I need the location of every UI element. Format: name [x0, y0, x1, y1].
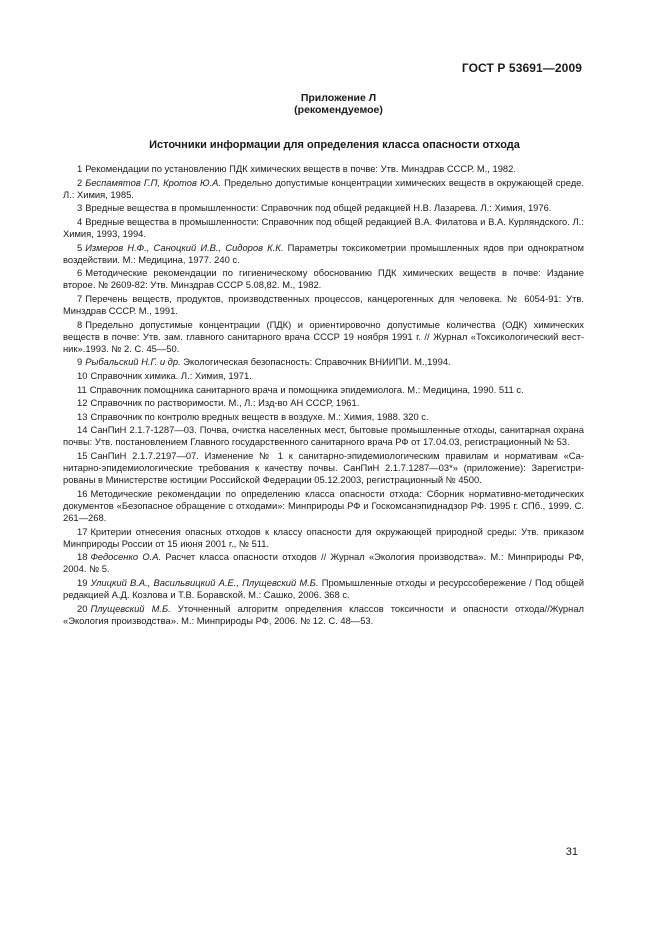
reference-number: 13 — [77, 410, 88, 422]
reference-number: 14 — [77, 424, 88, 436]
reference-number: 12 — [77, 397, 88, 409]
reference-text: Методические рекомендации по гигиеническому обоснованию ПДК химических веществ в почве: Издание второе. № 2609-82: Утв. Минздрав СССР 5.08,82. М., 1982. — [63, 267, 584, 291]
reference-number: 5 — [77, 241, 83, 253]
reference-item — [63, 424, 584, 448]
reference-number: 19 — [77, 577, 88, 588]
page-number: 31 — [565, 846, 578, 858]
reference-item — [63, 202, 584, 214]
reference-number: 17 — [77, 525, 88, 537]
reference-text: Экологическая безопасность: Справочник ВНИИПИ. М.,1994. — [183, 356, 451, 368]
reference-text: Справочник по растворимости. М., Л.: Изд-во АН СССР, 1961. — [90, 397, 360, 409]
reference-text: Вредные вещества в промышленности: Справочник под общей редакцией В.А. Филатова и В.А. Курляндского. Л.: Химия, 1993, 1994. — [63, 215, 584, 239]
reference-text: СанПиН 2.1.7-1287—03. Почва, очистка населенных мест, бытовые промышленные отходы, санитарная охрана почвы: Утв. постановлением Главного государственного санитарного врача РФ от 17.04.03, регистрационный № 53. — [63, 424, 584, 448]
reference-text: Вредные вещества в промышленности: Справочник под общей редакцией Н.В. Лазарева. Л.: Химия, 1976. — [85, 202, 552, 214]
reference-text: Справочник по контролю вредных веществ в воздухе. М.: Химия, 1988. 320 с. — [90, 410, 429, 422]
reference-item — [63, 526, 584, 550]
reference-authors: Улицкий В.А., Васильвицкий А.Е., Плущевский М.Б. — [90, 577, 319, 588]
reference-number: 11 — [77, 383, 87, 395]
reference-text: Перечень веществ, продуктов, производственных процессов, канцерогенных для человека. № 6054-91: Утв. Минздрав СССР. М., 1991. — [63, 292, 584, 317]
reference-text: Справочник помощника санитарного врача и помощника эпидемиолога. М.: Медицина, 1990. 511 с. — [89, 383, 524, 395]
reference-text: Методические рекомендации по определению класса опасности отхода: Сборник нормативно-методических документов «Безопасное обращение с отходами»: Минприроды РФ и Госкомсанэпиднадзор РФ. 1995 г. СПб., 1999. С. 261—268. — [63, 487, 584, 524]
reference-text: Промышленные отходы и ресурссобережение / Под общей редакцией А.Д. Козлова и Т.В. Боравской. М.: Сашко, 2006. 368 с. — [63, 577, 584, 601]
reference-number: 7 — [77, 292, 83, 304]
section-title: Источники информации для определения класса опасности отхода — [149, 139, 520, 151]
reference-item — [63, 293, 584, 317]
reference-number: 6 — [77, 267, 83, 279]
appendix-title: Приложение Л — [300, 92, 377, 104]
reference-item — [63, 267, 584, 291]
reference-item — [63, 411, 584, 423]
reference-item — [63, 603, 584, 627]
reference-text: Рекомендации по установлению ПДК химических веществ в почве: Утв. Минздрав СССР. М., 1982. — [85, 163, 516, 174]
reference-item — [63, 163, 584, 175]
reference-text: Параметры токсикометрии промышленных ядов при однократном воздействии. М.: Медицина, 1977. 240 с. — [63, 241, 584, 265]
reference-item — [63, 177, 584, 201]
reference-number: 1 — [77, 163, 83, 174]
reference-list — [63, 163, 584, 628]
reference-text: Предельно допустимые концентрации (ПДК) и ориентировочно допустимые количества (ОДК) химических веществ в почве: Утв. зам. главного санитарного врача СССР 19 ноября 1991 г. // Журнал «Токсикологический вестник».1993. № 2. С. 45—50. — [63, 318, 584, 354]
reference-number: 15 — [77, 450, 88, 462]
reference-authors: Рыбальский Н.Г. и др. — [85, 356, 181, 368]
reference-item — [63, 384, 584, 396]
reference-item — [63, 319, 584, 355]
reference-number: 9 — [77, 356, 83, 368]
reference-item — [63, 242, 584, 266]
reference-item — [63, 370, 584, 382]
reference-text: Критерии отнесения опасных отходов к классу опасности для окружающей природной среды: Утв. приказом Минприроды России от 15 июня 2001 г., № 511. — [63, 525, 584, 549]
reference-authors: Плущевский М.Б. — [90, 602, 171, 614]
standard-designation: ГОСТ Р 53691—2009 — [461, 61, 582, 75]
reference-item — [63, 216, 584, 240]
reference-number: 18 — [77, 551, 88, 563]
reference-text: Справочник химика. Л.: Химия, 1971. — [90, 370, 252, 381]
reference-text: Предельно допустимые концентрации химических веществ в окружающей среде. Л.: Химия, 1985. — [63, 176, 584, 200]
reference-number: 16 — [77, 487, 88, 499]
appendix-status: (рекомендуемое) — [294, 104, 383, 116]
reference-item — [63, 577, 584, 601]
reference-authors: Федосенко О.А. — [90, 551, 162, 563]
reference-item — [63, 397, 584, 409]
reference-text: СанПиН 2.1.7.2197—07. Изменение № 1 к санитарно-эпидемиологическим правилам и нормативам «Санитарно-эпидемиологические требования к качеству почвы. СанПиН 2.1.7.1287—03*» (приложение): Зарегистрированы в Министерстве юстиции Российской Федерации 05.12.2003, регистрационный № 4500. — [63, 450, 584, 486]
reference-item — [63, 551, 584, 575]
reference-number: 4 — [77, 215, 83, 227]
reference-authors: Беспамятов Г.П, Кротов Ю.А. — [85, 176, 222, 188]
reference-number: 20 — [77, 602, 88, 614]
reference-item — [63, 488, 584, 524]
reference-item — [63, 450, 584, 486]
reference-item — [63, 356, 584, 368]
reference-authors: Измеров Н.Ф., Саноцкий И.В., Сидоров К.К. — [85, 241, 284, 253]
reference-text: Расчет класса опасности отходов // Журнал «Экология производства». М.: Минприроды РФ, 2004. № 5. — [63, 551, 585, 575]
reference-number: 2 — [77, 176, 83, 188]
reference-number: 10 — [77, 370, 88, 381]
reference-number: 3 — [77, 202, 83, 214]
reference-text: Уточненный алгоритм определения классов токсичности и опасности отхода//Журнал «Экология производства». М.: Минприроды РФ, 2006. № 12. С. 48—53. — [63, 602, 585, 626]
reference-number: 8 — [77, 318, 83, 330]
